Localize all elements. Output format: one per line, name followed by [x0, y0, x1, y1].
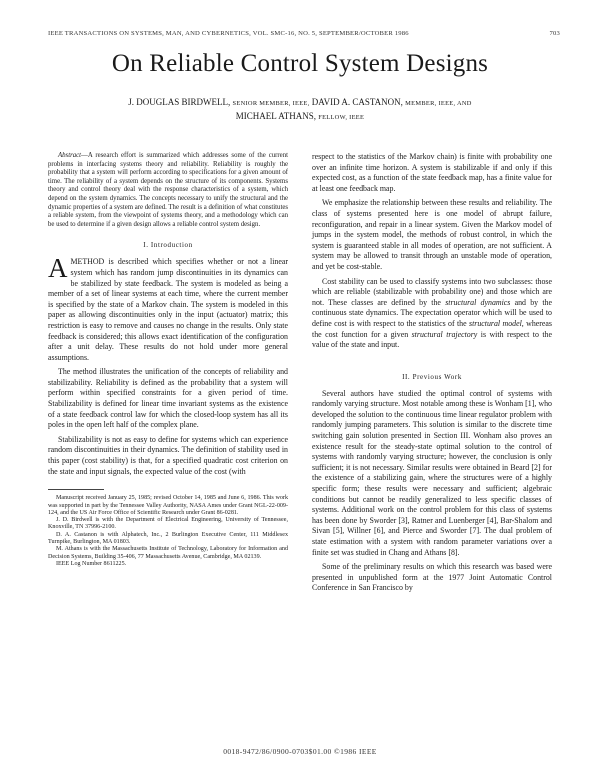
text-run: and by the continuous state dynamics. The expectation operator which will be used to define cost is with respect to the statistics of the [312, 297, 553, 328]
journal-header: IEEE TRANSACTIONS ON SYSTEMS, MAN, AND CYBERNETICS, VOL. SMC-16, NO. 5, SEPTEMBER/OCTOBER 1986 [48, 30, 409, 37]
author-rank: SENIOR MEMBER, IEEE, [232, 100, 310, 107]
paper-title: On Reliable Control System Designs [111, 50, 489, 77]
author-name: J. DOUGLAS BIRDWELL, [128, 97, 231, 107]
drop-cap: A [48, 253, 68, 284]
text-run: is with respect to the value of the state and input. [312, 329, 552, 350]
footnote-divider [48, 489, 104, 490]
intro-paragraph-text: METHOD is described which specifies whether or not a linear system which has random jump discontinuities in its dynamics can be stabilized by state feedback. The system is modeled as being a member of a set of linear systems at each time, where the current member is specified by the state of a Markov chain. The system is modeled in this paper as allowing discontinuities only in the input (actuator) matrix; this restriction is easy to remove and causes no change in the results. Only state feedback is considered; this allows exact identification of the configuration after a unit delay. These results do not hold under more general assumptions. [48, 257, 288, 362]
emphasis: structural trajectory [411, 329, 478, 339]
body-paragraph: Several authors have studied the optimal control of systems with randomly varying structure. Most notable among these is Wonham [1], who developed the solution to the continuous time linear regulator problem with randomly jumping parameters. This solution is similar to the discrete time switching gain solution presented in Section III. Wonham also proves an existence result for the steady-state optimal solution to the control of systems with randomly varying structure; however, the conclusion is only sufficient; it is not necessary. Similar results were obtained in Beard [2] for the existence of a stabilizing gain, where the structures were of a highly specific form; these results were necessary and sufficient; algebraic conditions but cannot be readily generalized to less specific classes of systems. Additional work on the control problem for this class of systems has been done by Sworder [3], Ratner and Luenberger [4], Bar-Shalom and Sivan [5], Willner [6], and Pierce and Sworder [7]. The dual problem of state estimation with a system with random parameter variations over a finite set was studied in Chang and Athans [8]. [312, 388, 552, 557]
footnote-log-number: IEEE Log Number 8611225. [56, 560, 127, 567]
left-column [48, 152, 288, 568]
abstract-label: Abstract [58, 152, 82, 159]
page-number: 703 [549, 30, 560, 37]
author-name: MICHAEL ATHANS, [235, 111, 316, 121]
body-paragraph: respect to the statistics of the Markov chain) is finite with probability one over an infinite time horizon. A system is stabilizable if and only if this expected cost, as a function of the state feedback map, has a finite value for at least one feedback map. [312, 152, 552, 193]
body-paragraph: Some of the preliminary results on which this research was based were presented in unpublished form at the 1977 Joint Automatic Control Conference in San Francisco by [312, 562, 552, 593]
emphasis: structural dynamics [445, 297, 511, 307]
text-run: whereas the cost function for a given [312, 318, 552, 339]
abstract-text: —A research effort is summarized which addresses some of the current problems in interfacing systems theory and reliability. Reliability is roughly the probability that a system will perform according to specifications for a given amount of time. The reliability of a system depends on the structure of its components. Systems theory and control theory deal with the response characteristics of a system, which depend on the system dynamics. The concepts necessary to unify the structural and the dynamic properties of a system are defined. The result is a definition of what constitutes a reliable system, from the viewpoint of systems theory, and a methodology which can be used to determine if a given design allows a reliable control system design. [48, 152, 288, 228]
body-paragraph: The method illustrates the unification of the concepts of reliability and stabilizability. Reliability is defined as the probability that a system will perform within specified constraints for a given period of time. Stabilizability is defined for linear time invariant systems as the existence of a state feedback control law for which the closed-loop system has all its poles in the open left half of the complex plane. [48, 367, 288, 430]
running-head [48, 30, 560, 42]
footnote-manuscript: Manuscript received January 25, 1985; revised October 14, 1985 and June 6, 1986. This work was supported in part by the Tennessee Valley Authority, NASA Ames under Grant NGL-22-009-124, and the US Air Force Office of Scientific Research under Grant 86-0281. [48, 495, 288, 516]
footnote-affiliation: D. A. Castanon is with Alphatech, Inc., 2 Burlington Executive Center, 111 Middlesex Turnpike, Burlington, MA 01803. [48, 531, 288, 545]
emphasis: structural model, [469, 318, 524, 328]
author-block [60, 96, 540, 124]
text-run: Cost stability can be used to classify systems into two subclasses: those which are reliable (stabilizable with probability one) and those which are not. These classes are defined by the [312, 276, 552, 307]
section-heading-previous-work: II. Previous Work [402, 372, 462, 381]
intro-paragraph [48, 253, 288, 363]
footnote-affiliation: M. Athans is with the Massachusetts Institute of Technology, Laboratory for Information and Decision Systems, Building 35-406, 77 Massachusetts Avenue, Cambridge, MA 02139. [48, 546, 288, 560]
body-paragraph: We emphasize the relationship between these results and reliability. The class of systems presented here is one model of abrupt failure, reconfiguration, and repair in a linear system. Given the Markov model of jumps in the system model, the methods of robust control, in which the system is guaranteed stable in all modes of operation, are not sufficient. A system may be allowed to transit through an unstable mode of operation, and yet be cost-stable. [312, 198, 552, 271]
abstract [48, 152, 288, 229]
author-rank: FELLOW, IEEE [318, 114, 365, 121]
author-rank: MEMBER, IEEE, AND [405, 100, 472, 107]
body-paragraph [312, 277, 552, 351]
footnote-affiliation: J. D. Birdwell is with the Department of Electrical Engineering, University of Tennessee, Knoxville, TN 37996-2100. [48, 517, 288, 531]
copyright-footer: 0018-9472/86/0900-0703$01.00 ©1986 IEEE [223, 747, 377, 756]
section-heading-introduction: I. Introduction [143, 241, 193, 250]
right-column [312, 152, 552, 594]
body-paragraph: Stabilizability is not as easy to define for systems which can experience random discontinuities in their dynamics. The definition of stability used in this paper (cost stability) is that, for a specified quadratic cost criterion on the state and input signals, the expected value of the cost (with [48, 434, 288, 476]
author-name: DAVID A. CASTANON, [311, 97, 403, 107]
